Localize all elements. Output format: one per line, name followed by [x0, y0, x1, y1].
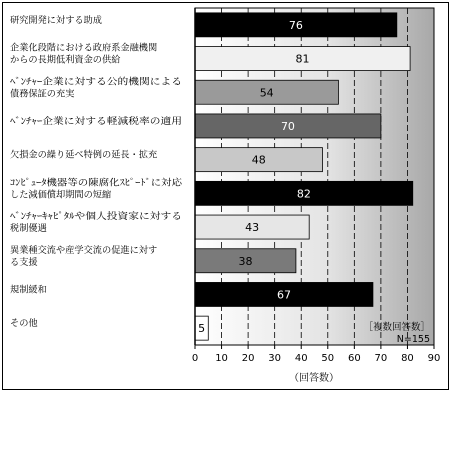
category-label: ﾍﾞﾝﾁｬｰｷｬﾋﾟﾀﾙや個人投資家に対する	[10, 211, 157, 223]
category-label: 債務保証の充実	[10, 88, 75, 100]
x-tick-label: 40	[294, 353, 308, 364]
x-tick-label: 70	[374, 353, 388, 364]
category-label: 規制緩和	[10, 284, 47, 296]
x-tick-label: 80	[401, 353, 414, 364]
category-label: 税制優遇	[10, 223, 47, 235]
bar-value-label: 54	[259, 86, 274, 100]
x-tick-label: 30	[268, 353, 282, 364]
x-tick-label: 90	[427, 353, 441, 364]
x-tick-label: 50	[321, 353, 335, 364]
category-label: からの長期低利資金の供給	[10, 54, 121, 66]
category-label: 企業化段階における政府系金融機関	[10, 42, 157, 54]
category-label: 欠損金の繰り延べ特例の延長・拡充	[10, 149, 157, 161]
category-label: その他	[10, 318, 38, 330]
bar-value-label: 82	[296, 187, 311, 201]
category-label: ﾍﾞﾝﾁｬｰ企業に対する軽減税率の適用	[10, 115, 157, 127]
bar-value-label: 76	[288, 18, 303, 32]
note-line: N=155	[396, 334, 430, 345]
x-tick-label: 60	[347, 353, 361, 364]
category-label: 研究開発に対する助成	[10, 14, 102, 26]
category-label: る支援	[10, 256, 38, 268]
bar-value-label: 48	[251, 153, 266, 167]
category-label: ｺﾝﾋﾟｭｰﾀ機器等の陳腐化ｽﾋﾟｰﾄﾞに対応	[10, 177, 162, 189]
bar-value-label: 67	[276, 288, 291, 302]
x-tick-label: 20	[241, 353, 255, 364]
bar-value-label: 70	[280, 119, 295, 133]
bar-value-label: 38	[238, 254, 253, 268]
bar-value-label: 5	[198, 322, 206, 336]
x-axis-label: （回答数）	[289, 373, 339, 384]
bar-value-label: 81	[295, 52, 310, 66]
category-label: 異業種交流や産学交流の促進に対す	[10, 244, 157, 256]
x-tick-label: 10	[215, 353, 228, 364]
x-tick-label: 0	[191, 353, 199, 364]
category-label: した減価償却期間の短縮	[10, 189, 112, 201]
note-line: ［複数回答数］	[363, 322, 430, 333]
category-label: ﾍﾞﾝﾁｬｰ企業に対する公的機関による	[10, 76, 157, 88]
bar-value-label: 43	[245, 221, 260, 235]
